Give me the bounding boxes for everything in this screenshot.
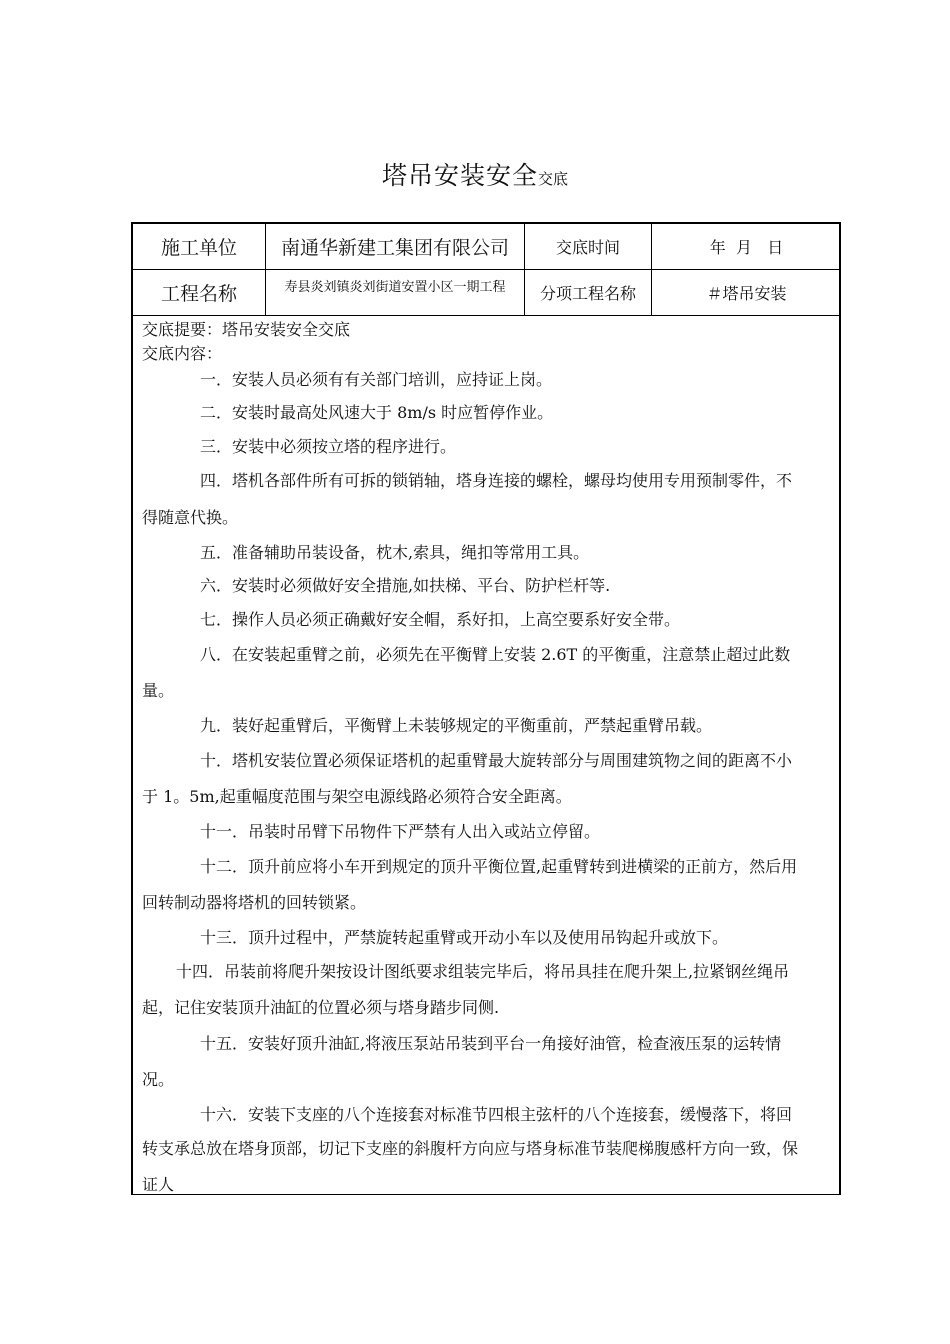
list-item-cont: 况。: [142, 1070, 175, 1089]
list-item: 一．安装人员必须有有关部门培训，应持证上岗。: [200, 370, 553, 389]
summary-line: 交底提要：塔吊安装安全交底: [142, 320, 351, 339]
list-item: 十二．顶升前应将小车开到规定的顶升平衡位置,起重臂转到进横梁的正前方，然后用: [200, 857, 798, 876]
project-value: 寿县炎刘镇炎刘街道安置小区一期工程: [266, 270, 525, 315]
title-suffix: 交底: [538, 170, 569, 188]
list-item: 十六．安装下支座的八个连接套对标准节四根主弦杆的八个连接套，缓慢落下，将回: [200, 1105, 793, 1124]
unit-label: 施工单位: [133, 224, 266, 269]
time-label: 交底时间: [525, 224, 652, 269]
list-item: 四．塔机各部件所有可拆的锁销轴，塔身连接的螺栓，螺母均使用专用预制零件，不: [200, 471, 793, 490]
list-item: 十五．安装好顶升油缸,将液压泵站吊装到平台一角接好油管，检查液压泵的运转情: [200, 1034, 782, 1053]
list-item-cont: 转支承总放在塔身顶部，切记下支座的斜腹杆方向应与塔身标准节装爬梯腹感杆方向一致，保: [142, 1139, 799, 1158]
header-row-2: [133, 270, 839, 316]
list-item: 三．安装中必须按立塔的程序进行。: [200, 437, 457, 456]
list-item-cont: 量。: [142, 681, 175, 700]
document-title: [0, 156, 950, 192]
unit-value: 南通华新建工集团有限公司: [266, 224, 525, 269]
list-item: 六．安装时必须做好安全措施,如扶梯、平台、防护栏杆等.: [200, 576, 611, 595]
list-item-cont: 得随意代换。: [142, 508, 239, 527]
sub-project-value: ＃塔吊安装: [706, 284, 787, 303]
list-item: 十．塔机安装位置必须保证塔机的起重臂最大旋转部分与周围建筑物之间的距离不小: [200, 751, 793, 770]
list-item-cont: 于 1。5m,起重幅度范围与架空电源线路必须符合安全距离。: [142, 787, 572, 806]
sub-project-label: 分项工程名称: [525, 270, 652, 315]
list-item: 二．安装时最高处风速大于 8m/s 时应暂停作业。: [200, 403, 554, 422]
list-item: 十一．吊装时吊臂下吊物件下严禁有人出入或站立停留。: [200, 822, 601, 841]
title-main: 塔吊安装安全: [381, 161, 538, 190]
content-label: 交底内容：: [142, 344, 223, 363]
list-item: 五．准备辅助吊装设备，枕木,索具，绳扣等常用工具。: [200, 543, 590, 562]
list-item: 八．在安装起重臂之前，必须先在平衡臂上安装 2.6T 的平衡重，注意禁止超过此数: [200, 645, 791, 664]
header-row-1: [133, 224, 839, 270]
list-item: 九．装好起重臂后，平衡臂上未装够规定的平衡重前，严禁起重臂吊载。: [200, 716, 713, 735]
list-item: 七．操作人员必须正确戴好安全帽，系好扣，上高空要系好安全带。: [200, 610, 681, 629]
time-value: 年 月 日: [709, 238, 784, 257]
project-label: 工程名称: [133, 270, 266, 315]
disclosure-table: [131, 222, 841, 1195]
list-item: 十三．顶升过程中，严禁旋转起重臂或开动小车以及使用吊钩起升或放下。: [200, 928, 729, 947]
list-item-cont: 起，记住安装顶升油缸的位置必须与塔身踏步同侧.: [142, 998, 500, 1017]
list-item-cont: 证人: [142, 1175, 175, 1194]
list-item: 十四．吊装前将爬升架按设计图纸要求组装完毕后，将吊具挂在爬升架上,拉紧钢丝绳吊: [176, 962, 790, 981]
list-item-cont: 回转制动器将塔机的回转锁紧。: [142, 893, 367, 912]
